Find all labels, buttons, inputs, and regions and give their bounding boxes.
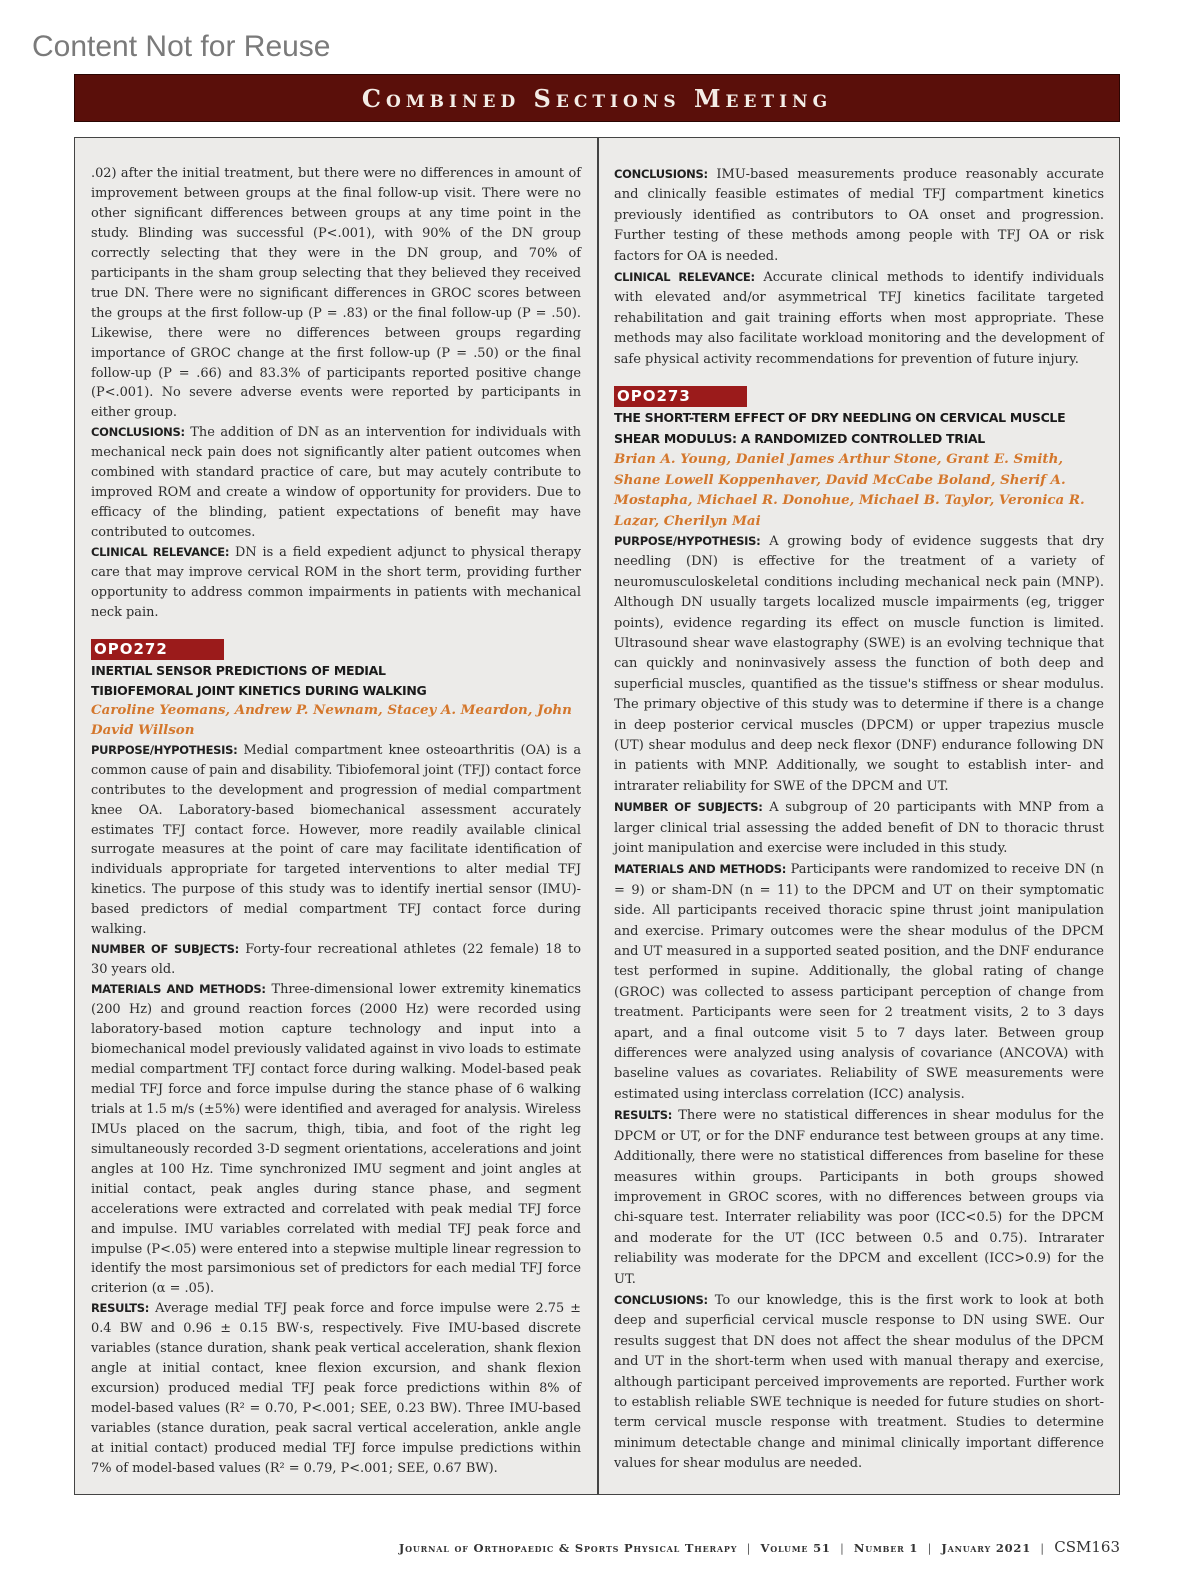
footer-separator: | — [923, 1541, 937, 1555]
section-label: PURPOSE/HYPOTHESIS: — [614, 533, 761, 548]
conclusions-paragraph — [614, 1290, 1104, 1475]
watermark: Content Not for Reuse — [32, 30, 331, 63]
section-label: CONCLUSIONS: — [614, 1292, 708, 1307]
section-label: PURPOSE/HYPOTHESIS: — [91, 742, 238, 757]
section-text: IMU-based measurements produce reasonably accurate and clinically feasible estimates of medial TFJ compartment kinetics previously identified as contributors to OA onset and progression. Further testing of these methods among people with TFJ OA or risk factors for OA is needed. — [614, 167, 1104, 264]
footer-separator: | — [835, 1541, 850, 1555]
column-divider — [597, 138, 599, 1494]
section-label: CLINICAL RELEVANCE: — [614, 270, 755, 285]
title-line: TIBIOFEMORAL JOINT KINETICS DURING WALKING — [91, 682, 427, 698]
section-text: Three-dimensional lower extremity kinematics (200 Hz) and ground reaction forces (2000 Hz) were recorded using laboratory-based motion capture technology and input into a biomechanical model previously validated against in vivo loads to estimate medial compartment TFJ contact force during walking. Model-based peak medial TFJ force and force impulse during the stance phase of 6 walking trials at 1.5 m/s (±5%) were identified and averaged for analysis. Wireless IMUs placed on the sacrum, thigh, tibia, and foot of the right leg simultaneously recorded 3-D segment orientations, accelerations and joint angles at 100 Hz. Time synchronized IMU segment and joint angles at initial contact, peak angles during stance phase, and segment accelerations were extracted and correlated with peak medial TFJ force and impulse. IMU variables correlated with medial TFJ peak force and impulse (P<.05) were entered into a stepwise multiple linear regression to identify the most parsimonious set of predictors for each medial TFJ force criterion (α = .05). — [91, 982, 582, 1297]
section-label: CONCLUSIONS: — [91, 425, 185, 440]
section-label: MATERIALS AND METHODS: — [614, 862, 787, 877]
methods-paragraph — [614, 859, 1104, 1105]
section-text: To our knowledge, this is the first work to look at both deep and superficial cervical muscle response to DN using SWE. Our results suggest that DN does not affect the shear modulus of the DPCM and UT in the short-term when used with manual therapy and exercise, although participant perceived improvements are reported. Further work to establish reliable SWE technique is needed for future studies on short-term cervical muscle response with treatment. Studies to determine minimum detectable change and minimal clinically important difference values for shear modulus are needed. — [614, 1292, 1104, 1472]
subjects-paragraph — [614, 797, 1104, 859]
abstract-title — [614, 408, 1104, 449]
abstract-title — [91, 661, 581, 701]
section-text: Average medial TFJ peak force and force impulse were 2.75 ± 0.4 BW and 0.96 ± 0.15 BW·s, respectively. Five IMU-based discrete variables (stance duration, shank peak vertical acceleration, shank flexion angle at initial contact, knee flexion excursion, and shank flexion excursion) produced medial TFJ peak force predictions within 8% of model-based values (R² = 0.70, P<.001; SEE, 0.23 BW). Three IMU-based variables (stance duration, peak sacral vertical acceleration, ankle angle at initial contact) produced medial TFJ force impulse predictions within 7% of model-based values (R² = 0.79, P<.001; SEE, 0.67 BW). — [91, 1301, 581, 1476]
conclusions-paragraph — [614, 164, 1104, 267]
section-text: DN is a field expedient adjunct to physical therapy care that may improve cervical ROM in the short term, providing further opportunity to address common impairments in patients with mechanical neck pain. — [91, 545, 581, 620]
page-number: CSM163 — [1054, 1538, 1120, 1556]
right-column — [614, 164, 1104, 1475]
section-label: CLINICAL RELEVANCE: — [91, 545, 230, 560]
subjects-paragraph — [91, 940, 581, 980]
title-line: SHEAR MODULUS: A RANDOMIZED CONTROLLED TRIAL — [614, 430, 985, 446]
section-text: There were no statistical differences in shear modulus for the DPCM or UT, or for the DNF endurance test between groups at any time. Additionally, there were no statistical differences from baseline for these measures within groups. Participants in both groups showed improvement in GROC scores, with no differences between groups via chi-square test. Interrater reliability was poor (ICC<0.5) for the DPCM and moderate for the UT (ICC between 0.5 and 0.75). Intrarater reliability was moderate for the DPCM and excellent (ICC>0.9) for the UT. — [614, 1108, 1104, 1287]
abstract-id-badge: OPO273 — [614, 386, 747, 407]
title-line: THE SHORT-TERM EFFECT OF DRY NEEDLING ON CERVICAL MUSCLE — [614, 410, 1066, 426]
results-paragraph — [91, 1299, 581, 1479]
purpose-paragraph — [614, 531, 1104, 797]
abstract-id-badge: OPO272 — [91, 639, 224, 660]
relevance-paragraph — [614, 267, 1104, 370]
left-column — [91, 164, 581, 1479]
section-text: A subgroup of 20 participants with MNP from a larger clinical trial assessing the added benefit of DN to thoracic thrust joint manipulation and exercise were included in this study. — [614, 800, 1104, 856]
results-paragraph — [614, 1105, 1104, 1290]
continued-results: .02) after the initial treatment, but there were no differences in amount of improvement between groups at the final follow-up visit. There were no other significant differences between groups at any time point in the study. Blinding was successful (P<.001), with 90% of the DN group correctly selecting that they were in the DN group, and 70% of participants in the sham group selecting that they believed they received true DN. There were no significant differences in GROC scores between the groups at the first follow-up (P = .83) or the final follow-up (P = .50). Likewise, there were no differences between groups regarding importance of GROC change at the first follow-up (P = .50) or the final follow-up (P = .66) and 83.3% of participants reported positive change (P<.001). No severe adverse events were reported by participants in either group. — [91, 166, 581, 421]
section-label: CONCLUSIONS: — [614, 167, 708, 181]
relevance-paragraph — [91, 543, 581, 623]
section-text: The addition of DN as an intervention for individuals with mechanical neck pain does not significantly alter patient outcomes when combined with standard practice of care, but may acutely contribute to improved ROM and create a window of opportunity for providers. Due to efficacy of the blinding, patient expectations of benefit may have contributed to outcomes. — [91, 425, 581, 541]
section-text: Participants were randomized to receive DN (n = 9) or sham-DN (n = 11) to the DPCM and UT on their symptomatic side. All participants received thoracic spine thrust joint manipulation and exercise. Primary outcomes were the shear modulus of the DPCM and UT measured in a supported seated position, and the DNF endurance test performed in supine. Additionally, the global rating of change (GROC) was collected to assess participant perception of change from treatment. Participants were seen for 2 treatment visits, 2 to 3 days apart, and a final outcome visit 5 to 7 days later. Between group differences were analyzed using analysis of covariance (ANCOVA) with baseline values as covariates. Reliability of SWE measurements were estimated using interclass correlation (ICC) analysis. — [614, 862, 1104, 1102]
title-line: INERTIAL SENSOR PREDICTIONS OF MEDIAL — [91, 662, 386, 678]
journal-date: January 2021 — [941, 1541, 1032, 1555]
journal-volume: Volume 51 — [760, 1541, 831, 1555]
section-text: A growing body of evidence suggests that dry needling (DN) is effective for the treatment of a variety of neuromusculoskeletal conditions including mechanical neck pain (MNP). Although DN usually targets localized muscle impairments (eg, trigger points), evidence regarding its effect on muscle function is limited. Ultrasound shear wave elastography (SWE) is an evolving technique that can quickly and noninvasively assess the function of both deep and superficial muscles, quantified as the tissue's stiffness or shear modulus. The primary objective of this study was to determine if there is a change in deep posterior cervical muscles (DPCM) or upper trapezius muscle (UT) shear modulus and deep neck flexor (DNF) endurance following DN in patients with MNP. Additionally, we sought to establish inter- and intrarater reliability for SWE of the DPCM and UT. — [614, 533, 1104, 794]
page-footer — [74, 1538, 1120, 1556]
content-panel — [74, 137, 1120, 1495]
journal-name: Journal of Orthopaedic & Sports Physical Therapy — [398, 1541, 738, 1555]
section-label: NUMBER OF SUBJECTS: — [614, 800, 763, 815]
methods-paragraph — [91, 980, 581, 1299]
journal-number: Number 1 — [853, 1541, 919, 1555]
purpose-paragraph — [91, 741, 581, 941]
author-list: Brian A. Young, Daniel James Arthur Stone, Grant E. Smith, Shane Lowell Koppenhaver, David McCabe Boland, Sherif A. Mostapha, Michael R. Donohue, Michael B. Taylor, Veronica R. Lazar, Cherilyn Mai — [614, 451, 1085, 529]
banner-title: Combined Sections Meeting — [361, 83, 833, 113]
section-label: MATERIALS AND METHODS: — [91, 982, 266, 997]
section-text: Forty-four recreational athletes (22 female) 18 to 30 years old. — [91, 942, 582, 978]
conclusions-paragraph — [91, 423, 581, 543]
footer-separator: | — [1035, 1541, 1050, 1555]
section-text: Medial compartment knee osteoarthritis (OA) is a common cause of pain and disability. Tibiofemoral joint (TFJ) contact force contributes to the development and progression of medial compartment knee OA. Laboratory-based biomechanical assessment accurately estimates TFJ contact force. However, more readily available clinical surrogate measures at the point of care may facilitate identification of individuals appropriate for targeted interventions to alter medial TFJ kinetics. The purpose of this study was to identify inertial sensor (IMU)-based predictors of medial compartment TFJ contact force during walking. — [91, 742, 581, 938]
section-label: RESULTS: — [91, 1301, 150, 1316]
section-label: NUMBER OF SUBJECTS: — [91, 942, 239, 957]
author-list: Caroline Yeomans, Andrew P. Newnam, Stacey A. Meardon, John David Willson — [91, 701, 572, 738]
section-text: Accurate clinical methods to identify individuals with elevated and/or asymmetrical TFJ kinetics facilitate targeted rehabilitation and gait training efforts when most appropriate. These methods may also facilitate workload monitoring and the development of safe physical activity recommendations for prevention of future injury. — [614, 270, 1104, 367]
footer-separator: | — [742, 1541, 756, 1555]
section-banner — [74, 74, 1120, 122]
section-label: RESULTS: — [614, 1108, 673, 1123]
